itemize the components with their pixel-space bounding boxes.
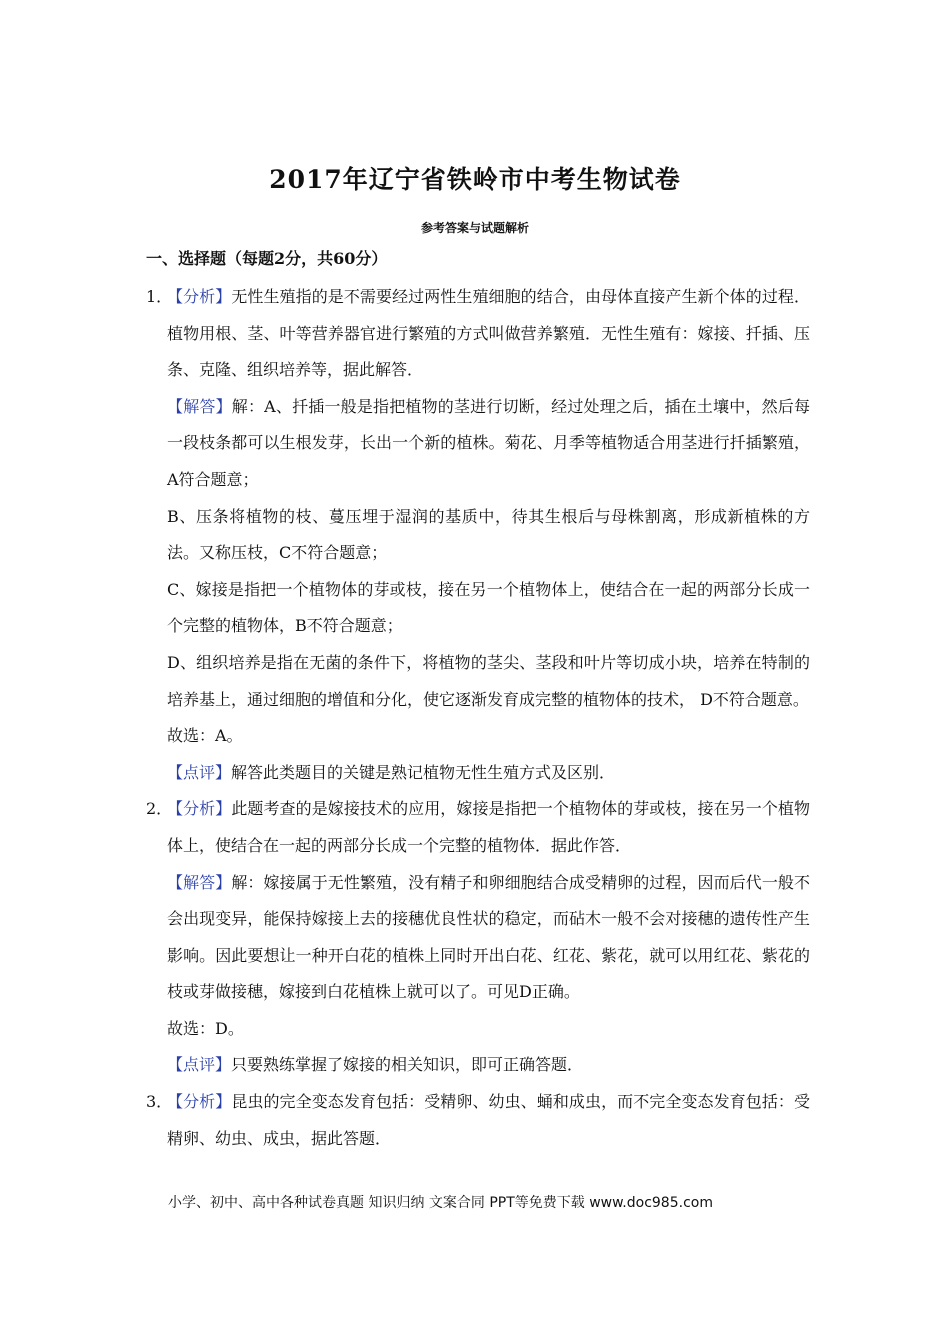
paragraph-text: 昆虫的完全变态发育包括：受精卵、幼虫、蛹和成虫，而不完全变态发育包括：受精卵、幼虫、成虫，据此答题． bbox=[167, 1092, 810, 1148]
analysis-paragraph bbox=[167, 279, 810, 389]
question-2 bbox=[146, 791, 810, 1084]
question-list bbox=[146, 279, 810, 1157]
question-3 bbox=[146, 1084, 810, 1157]
choice-paragraph: 故选：A。 bbox=[167, 726, 243, 746]
question-number: 3． bbox=[146, 1092, 173, 1112]
comment-paragraph bbox=[167, 1047, 810, 1084]
comment-tag: 【点评】 bbox=[167, 762, 232, 782]
page-footer: 小学、初中、高中各种试卷真题 知识归纳 文案合同 PPT等免费下载 www.doc985.com bbox=[168, 1195, 713, 1211]
analysis-paragraph bbox=[167, 791, 810, 864]
comment-paragraph bbox=[167, 755, 810, 792]
analysis-tag: 【分析】 bbox=[167, 287, 232, 306]
paragraph-text: 解答此类题目的关键是熟记植物无性生殖方式及区别． bbox=[231, 762, 616, 782]
question-number: 1． bbox=[146, 287, 173, 306]
answer-tag: 【解答】 bbox=[167, 872, 232, 892]
question-1 bbox=[146, 279, 810, 791]
page-subtitle: 参考答案与试题解析 bbox=[420, 221, 529, 235]
comment-tag: 【点评】 bbox=[167, 1055, 232, 1075]
answer-paragraph bbox=[167, 865, 810, 1011]
choice-paragraph: 故选：D。 bbox=[167, 1018, 244, 1038]
paragraph-text: 只要熟练掌握了嫁接的相关知识，即可正确答题． bbox=[231, 1055, 584, 1075]
paragraph-text: 无性生殖指的是不需要经过两性生殖细胞的结合，由母体直接产生新个体的过程．植物用根、茎、叶等营养器官进行繁殖的方式叫做营养繁殖．无性生殖有：嫁接、扦插、压条、克隆、组织培养等，据此解答． bbox=[167, 287, 810, 380]
question-number: 2． bbox=[146, 799, 173, 819]
answer-tag: 【解答】 bbox=[167, 396, 232, 416]
page-title: 2017年辽宁省铁岭市中考生物试卷 bbox=[269, 165, 681, 194]
option-d-paragraph: D、组织培养是指在无菌的条件下，将植物的茎尖、茎段和叶片等切成小块，培养在特制的培养基上，通过细胞的增值和分化，使它逐渐发育成完整的植物体的技术， D不符合题意。 bbox=[167, 652, 810, 709]
analysis-tag: 【分析】 bbox=[167, 1092, 232, 1112]
option-c-paragraph: C、嫁接是指把一个植物体的芽或枝，接在另一个植物体上，使结合在一起的两部分长成一个完整的植物体，B不符合题意； bbox=[167, 579, 810, 636]
paragraph-text: 解：A、扦插一般是指把植物的茎进行切断，经过处理之后，插在土壤中，然后每一段枝条都可以生根发芽，长出一个新的植株。菊花、月季等植物适合用茎进行扦插繁殖，A符合题意； bbox=[167, 396, 810, 489]
analysis-tag: 【分析】 bbox=[167, 799, 232, 819]
paragraph-text: 解：嫁接属于无性繁殖，没有精子和卵细胞结合成受精卵的过程，因而后代一般不会出现变异，能保持嫁接上去的接穗优良性状的稳定，而砧木一般不会对接穗的遗传性产生影响。因此要想让一种开白花的植株上同时开出白花、红花、紫花，就可以用红花、紫花的枝或芽做接穗，嫁接到白花植株上就可以了。可见D正确。 bbox=[167, 872, 810, 1002]
answer-paragraph bbox=[167, 389, 810, 499]
paragraph-text: 此题考查的是嫁接技术的应用，嫁接是指把一个植物体的芽或枝，接在另一个植物体上，使结合在一起的两部分长成一个完整的植物体．据此作答． bbox=[167, 799, 810, 855]
analysis-paragraph bbox=[167, 1084, 810, 1157]
option-b-paragraph: B、压条将植物的枝、蔓压埋于湿润的基质中，待其生根后与母株割离，形成新植株的方法。又称压枝，C不符合题意； bbox=[167, 506, 810, 563]
section-heading: 一、选择题（每题2分，共60分） bbox=[146, 249, 388, 268]
